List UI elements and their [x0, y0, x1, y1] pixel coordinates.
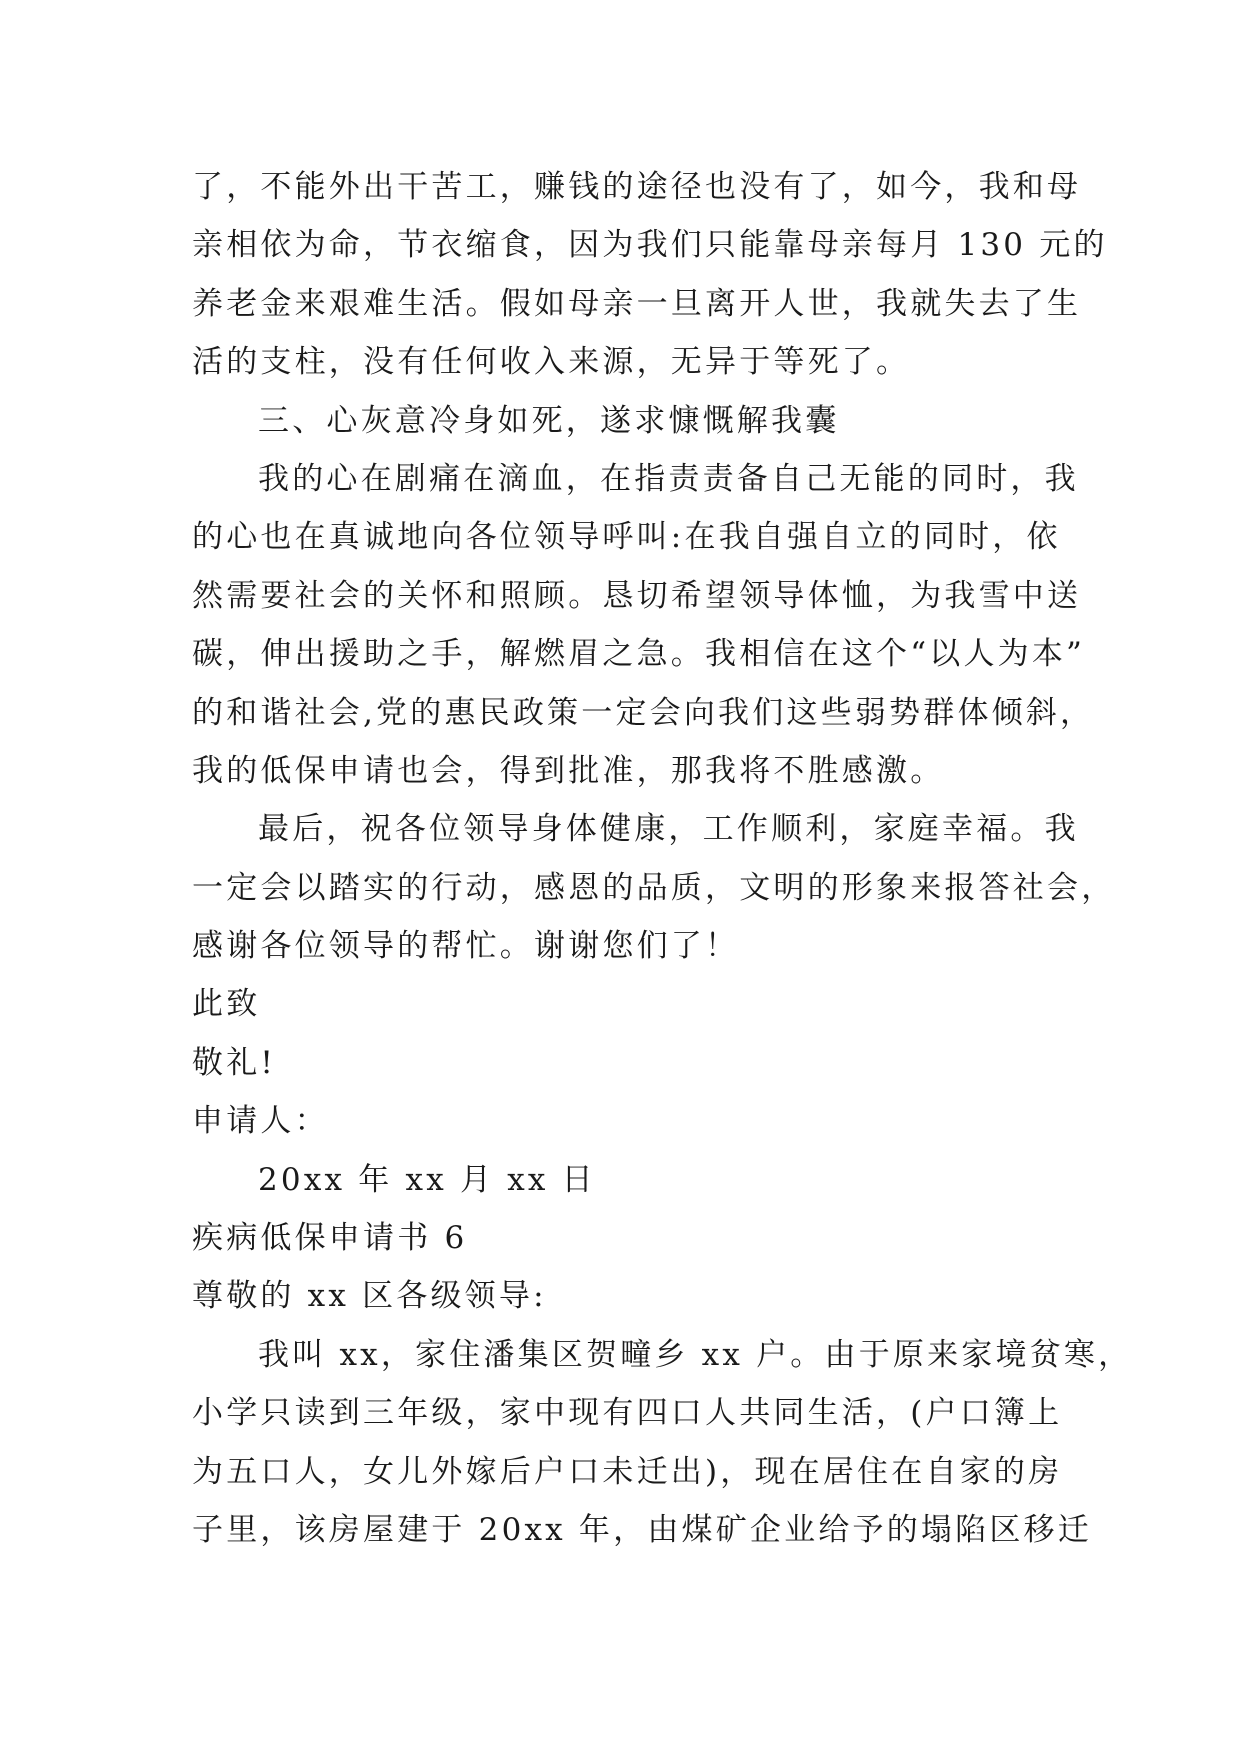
- text-line: 最后，祝各位领导身体健康，工作顺利，家庭幸福。我: [258, 811, 1079, 848]
- closing-salutation: 此致: [192, 986, 261, 1023]
- text-line: 的和谐社会,党的惠民政策一定会向我们这些弱势群体倾斜，: [192, 694, 1095, 731]
- section-heading: 三、心灰意冷身如死，遂求慷慨解我囊: [258, 402, 840, 439]
- text-line: 的心也在真诚地向各位领导呼叫:在我自强自立的同时，依: [192, 519, 1061, 556]
- text-line: 我的低保申请也会，得到批准，那我将不胜感激。: [192, 752, 945, 789]
- text-line: 子里，该房屋建于 20xx 年，由煤矿企业给予的塌陷区移迁: [192, 1511, 1092, 1548]
- text-line: 一定会以踏实的行动，感恩的品质，文明的形象来报答社会，: [192, 869, 1116, 906]
- text-line: 碳，伸出援助之手，解燃眉之急。我相信在这个“以人为本”: [192, 636, 1086, 673]
- document-page: [192, 158, 1133, 1559]
- text-line: 然需要社会的关怀和照顾。恳切希望领导体恤，为我雪中送: [192, 577, 1082, 614]
- text-line: 活的支柱，没有任何收入来源，无异于等死了。: [192, 344, 911, 381]
- text-line: 感谢各位领导的帮忙。谢谢您们了！: [192, 928, 740, 965]
- document-title: 疾病低保申请书 6: [192, 1220, 468, 1257]
- text-line: 了，不能外出干苦工，赚钱的途径也没有了，如今，我和母: [192, 169, 1082, 205]
- greeting: 尊敬的 xx 区各级领导:: [192, 1278, 547, 1315]
- text-line: 小学只读到三年级，家中现有四口人共同生活，(户口簿上: [192, 1395, 1063, 1432]
- text-line: 我的心在剧痛在滴血，在指责责备自己无能的同时，我: [258, 460, 1079, 497]
- applicant-label: 申请人：: [192, 1103, 329, 1140]
- text-line: 亲相依为命，节衣缩食，因为我们只能靠母亲每月 130 元的: [192, 227, 1108, 264]
- text-line: 为五口人，女儿外嫁后户口未迁出)，现在居住在自家的房: [192, 1453, 1063, 1490]
- date-line: 20xx 年 xx 月 xx 日: [258, 1161, 596, 1198]
- text-line: 我叫 xx，家住潘集区贺疃乡 xx 户。由于原来家境贫寒，: [258, 1336, 1133, 1373]
- closing-respect: 敬礼!: [192, 1044, 277, 1081]
- text-line: 养老金来艰难生活。假如母亲一旦离开人世，我就失去了生: [192, 285, 1082, 322]
